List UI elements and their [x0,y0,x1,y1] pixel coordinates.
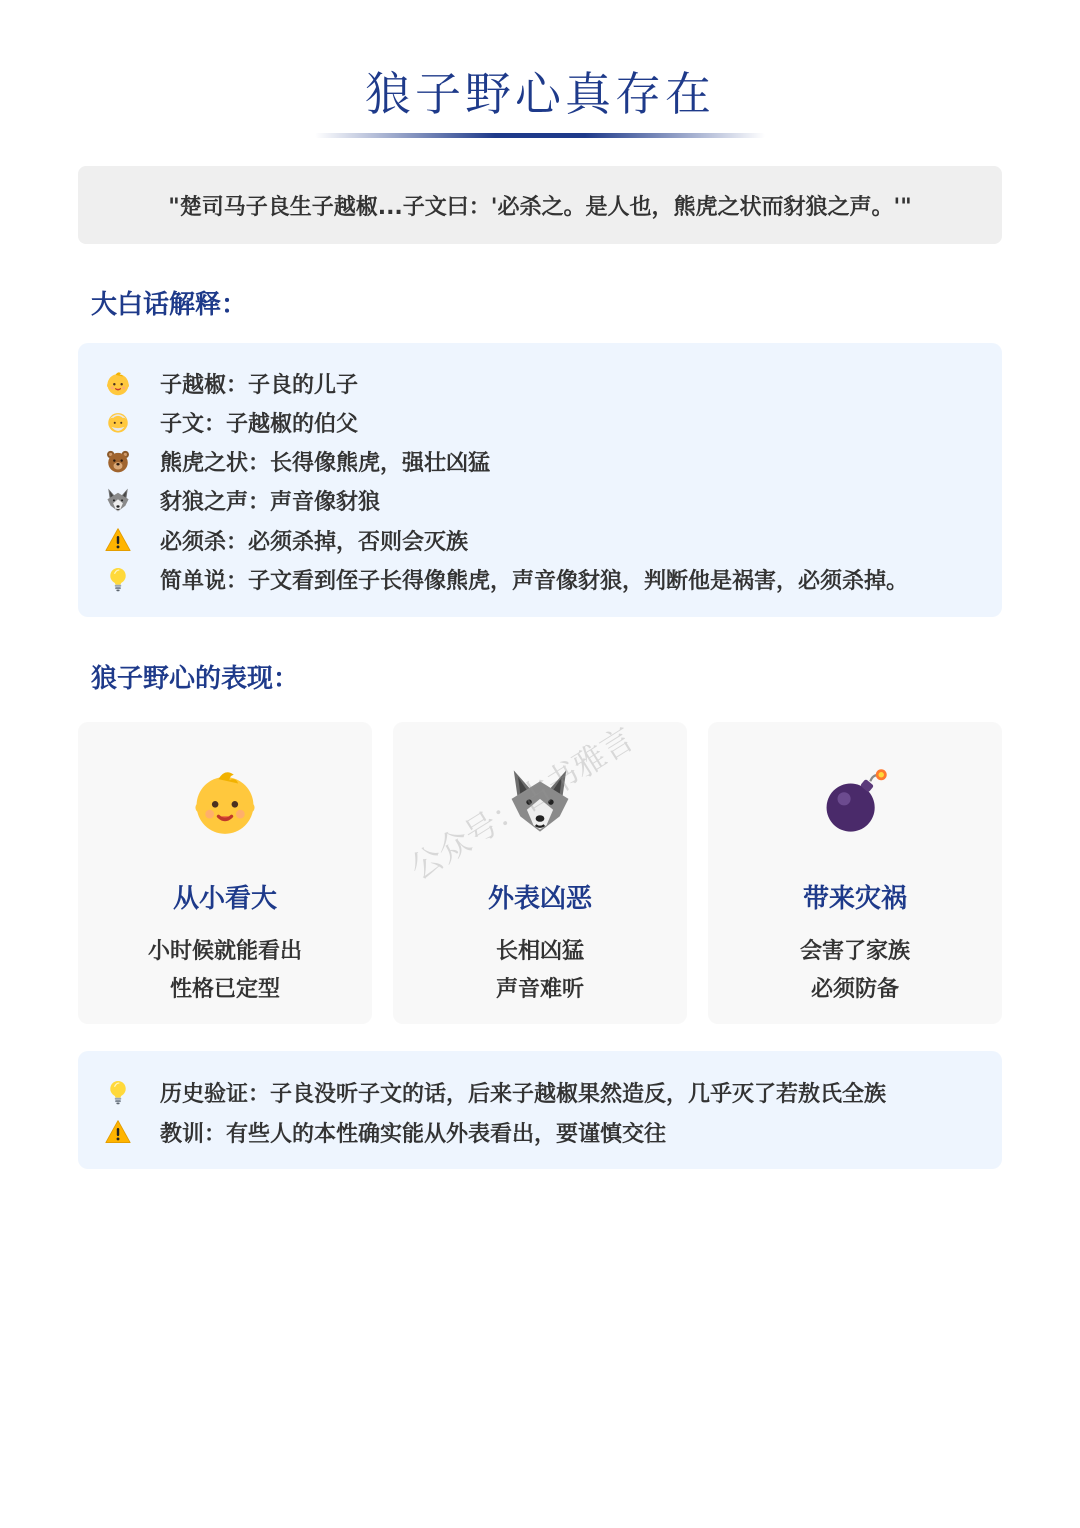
card-title: 从小看大 [172,884,277,914]
baby-icon [190,766,260,836]
lightbulb-icon [105,566,131,592]
warning-icon [105,527,131,553]
explanation-row [78,443,1002,479]
section-title-explanation: 大白话解释： [91,290,248,320]
old-man-icon [105,409,131,435]
card-line: 长相凶猛 [495,939,584,964]
card-title: 外表凶恶 [487,884,592,914]
explanation-row [78,522,1002,558]
card-brings-disaster [708,722,1002,1024]
lesson-row [78,1114,1002,1150]
explanation-row [78,482,1002,518]
explanation-text: 子文：子越椒的伯父 [160,411,359,437]
explanation-row [78,561,1002,597]
lesson-row [78,1074,1002,1110]
lesson-panel [78,1051,1002,1169]
lightbulb-icon [105,1079,131,1105]
wolf-icon [105,487,131,513]
explanation-text: 必须杀：必须杀掉，否则会灭族 [160,529,469,555]
lesson-text: 教训：有些人的本性确实能从外表看出，要谨慎交往 [160,1121,667,1147]
card-line: 声音难听 [495,977,584,1002]
title-underline [315,133,765,138]
bear-icon [105,448,131,474]
explanation-text: 豺狼之声：声音像豺狼 [160,489,381,515]
page-title: 狼子野心真存在 [365,67,715,121]
explanation-row [78,404,1002,440]
baby-icon [105,370,131,396]
card-line: 性格已定型 [169,977,280,1002]
card-line: 会害了家族 [799,939,910,964]
card-line: 小时候就能看出 [147,939,302,964]
warning-icon [105,1119,131,1145]
explanation-row [78,365,1002,401]
explanation-text: 子越椒：子良的儿子 [160,372,359,398]
quote-box [78,166,1002,244]
bomb-icon [820,766,890,836]
quote-text: "楚司马子良生子越椒...子文曰：'必杀之。是人也，熊虎之状而豺狼之声。'" [168,194,912,220]
section-title-manifestations: 狼子野心的表现： [91,664,300,694]
card-line: 必须防备 [810,977,899,1002]
explanation-panel [78,343,1002,617]
watermark: 公众号：古书雅言 [403,719,641,888]
lesson-text: 历史验证：子良没听子文的话，后来子越椒果然造反，几乎灭了若敖氏全族 [160,1081,887,1107]
card-from-childhood [78,722,372,1024]
explanation-text: 简单说：子文看到侄子长得像熊虎，声音像豺狼，判断他是祸害，必须杀掉。 [160,568,909,594]
card-title: 带来灾祸 [802,884,907,914]
explanation-text: 熊虎之状：长得像熊虎，强壮凶猛 [160,450,491,476]
